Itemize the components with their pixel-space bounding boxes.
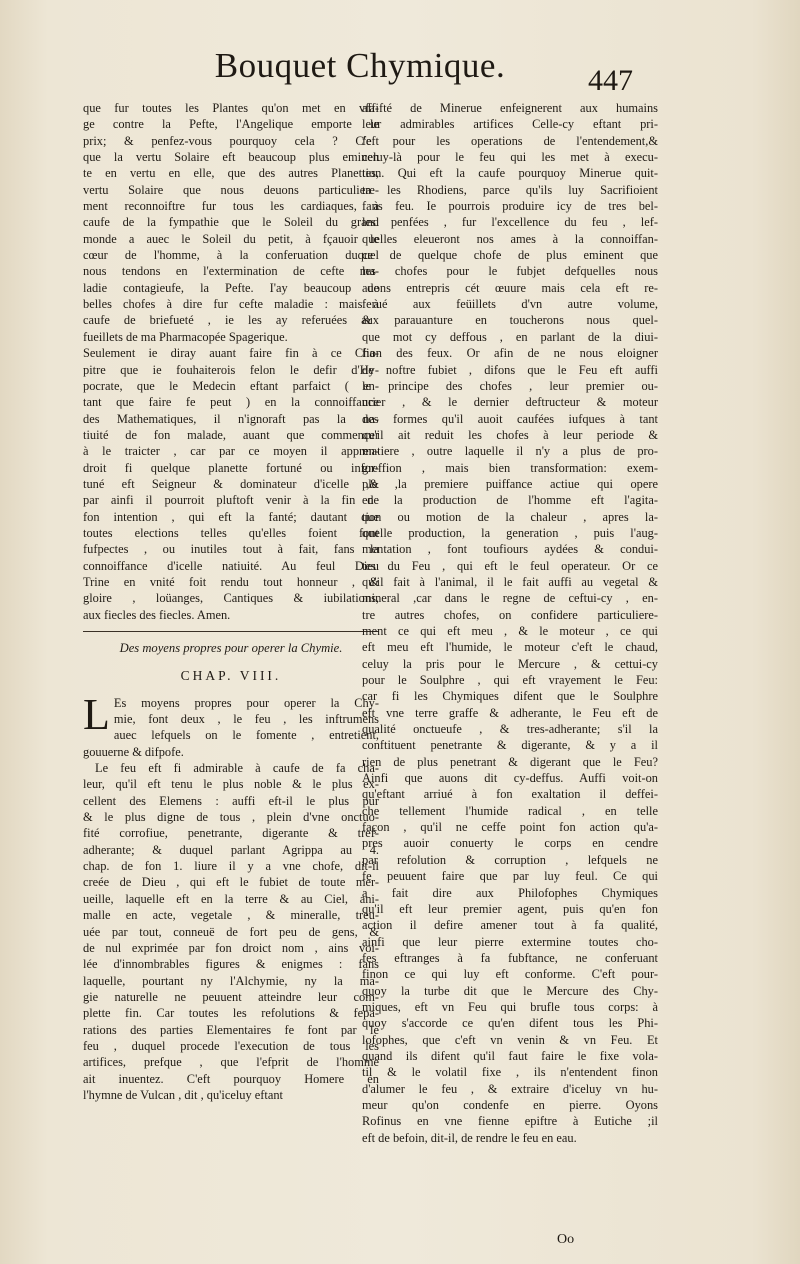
text-line: eft meu eft l'humide, le moteur c'eft le chaud, (362, 640, 658, 655)
text-line: quoy la turbe dit que le Mercure des Chy- (362, 983, 658, 998)
text-line: plette fin. Car toutes les refolutions & fepa- (83, 1006, 379, 1021)
text-line: belles chofes à dire fur cefte maladie : mais à (83, 297, 379, 312)
left-paragraph-fire (83, 689, 379, 1104)
text-line: fufpectes , ou inutiles tout à fait, fans la (83, 542, 379, 557)
text-line: artifices, prefque , que l'efprit de l'homme (83, 1055, 379, 1070)
text-line: ge contre la Pefte, l'Angelique emporte le (83, 117, 379, 132)
text-line: ueille, laquelle eft en la terre & au Ciel, ani- (83, 891, 379, 906)
text-line: tuné eft Seigneur & dominateur d'icelle ,& (83, 476, 379, 491)
text-line: fans feu. Ie pourrois produire icy de tres bel- (362, 199, 658, 214)
section-title: Des moyens propres pour operer la Chymie. (119, 641, 343, 655)
text-line: connoiffance d'icelle natiuité. Au feul Dieu (83, 558, 379, 573)
text-line: a fait dire aux Philofophes Chymiques (362, 885, 658, 900)
text-line: fité corrofiue, penetrante, digerante & tref- (83, 826, 379, 841)
text-line: fe pour les operations de l'entendement,& (362, 133, 658, 148)
text-line: que fur toutes les Plantes qu'on met en vfa- (83, 101, 379, 115)
text-line: celuy la pris pour le Mercure , & cettui-cy (362, 656, 658, 671)
text-line: car fi les Chymiques difent que le Soulphre (362, 689, 658, 704)
text-line: gloire , loüanges, Cantiques & iubilations, (83, 591, 379, 606)
text-line: cellent des Elemens : auffi eft-il le plus pur (83, 793, 379, 808)
text-line: leur admirables artifices Celle-cy eftant pri- (362, 117, 658, 132)
text-line: caufe de la fympathie que le Soleil du grand (83, 215, 379, 230)
text-line: pocrate, que le Medecin eftant parfaict ( en- (83, 378, 379, 393)
page-number: 447 (588, 64, 633, 97)
text-line: Trine en vnité foit rendu tout honneur , & (83, 574, 379, 589)
text-line: auec lefquels on le fomente , entretient, (113, 728, 379, 743)
text-line: affifté de Minerue enfeignerent aux humains (362, 101, 658, 115)
right-paragraph (362, 100, 658, 1146)
text-line: que la vertu Solaire eft beaucoup plus eminen (83, 150, 379, 165)
text-line: adherante; & duquel parlant Agrippa au 4. (83, 842, 379, 857)
text-line: des formes qu'il auoit caufées iufques à tant (362, 411, 658, 426)
text-line: droit fi quelque planette fortuné ou infor- (83, 460, 379, 475)
text-line: ce de quelque chofe de plus eminent que (362, 248, 658, 263)
text-line: tant que faire fe peut ) en la connoiffance (83, 395, 379, 410)
text-line: prix; & penfez-vous pourquoy cela ? C'eft (83, 133, 379, 148)
text-line: lofophes, que c'eft vn venin & vn Feu. Et (362, 1032, 658, 1047)
text-line: matiere , outre laquelle il n'y a plus de pro- (362, 444, 658, 459)
page-header (0, 42, 800, 102)
text-line: par refolution & corruption , lefquels ne (362, 852, 658, 867)
text-line: pour le Soulphre , qui eft vrayement le Feu: (362, 673, 658, 688)
section-divider (83, 631, 379, 632)
text-line: meur qu'on condenfe en pierre. Oyons (362, 1097, 658, 1112)
text-line: Le feu eft fi admirable à caufe de fa cha- (95, 761, 379, 776)
text-line: Seulement ie diray auant faire fin à ce Cha- (83, 346, 379, 361)
text-line: tre autres chofes, on confidere particuliere- (362, 607, 658, 622)
text-line: quand ils difent qu'il faut faire le fixe vola- (362, 1048, 658, 1063)
text-line: pitre que ie fouhaiterois felon le defir d'Hy- (83, 362, 379, 377)
text-line: que mot cy deffous , en parlant de la diui- (362, 329, 658, 344)
text-line: pres auoir conuerty le corps en cendre (362, 836, 658, 851)
text-line: ple ,la premiere puiffance actiue qui opere (362, 476, 658, 491)
text-line: de noftre fubiet , difons que le Feu eft auffi (362, 362, 658, 377)
text-line: monde a auec le Soleil du petit, à fçauoir le (83, 231, 379, 246)
text-line: greffion , mais bien transformation: exem- (362, 460, 658, 475)
text-line: gouuerne & difpofe. (83, 744, 184, 759)
text-line: tion ou motion de la chaleur , apres la- (362, 509, 658, 524)
text-line: te en vertu en elle, que des autres Planettes, (83, 166, 379, 181)
text-line: tes du Feu , qui eft le feul operateur. Or ce (362, 558, 658, 573)
text-line: qu'il ait reduit les chofes à leur periode & (362, 427, 658, 442)
text-line: par ainfi il pourroit pluftoft venir à la fin de (83, 493, 379, 508)
text-line: cœur de l'homme, à la conferuation duquel (83, 248, 379, 263)
catchword: Oo (557, 1232, 575, 1247)
text-line: qualité onctueufe , & tres-adherante; s'il la (362, 722, 658, 737)
text-line: quelle production, la generation , puis l'aug- (362, 525, 658, 540)
text-line: eft vne terre graffe & adherante, le Feu eft de (362, 705, 658, 720)
text-line: quelles eleueront nos ames à la connoiffan- (362, 231, 658, 246)
text-line: ladie contagieufe, la Pefte. I'ay beaucoup de (83, 280, 379, 295)
right-column (362, 100, 658, 1146)
text-line: chap. de fon 1. liure il y a vne chofe, dit-il (83, 859, 379, 874)
text-line: façon , qu'il ne ceffe point fon action qu'a- (362, 820, 658, 835)
text-line: ainfi que leur pierre extermine toutes cho- (362, 934, 658, 949)
text-line: des Mathematiques, il n'ignoraft pas la na- (83, 411, 379, 426)
text-line: en la production de l'homme eft l'agita- (362, 493, 658, 508)
text-line: Ainfi que auons dit cy-deffus. Auffi voit-on (362, 771, 658, 786)
text-line: nous tendons en l'extermination de cefte ma- (83, 264, 379, 279)
text-line: & le plus digne de tous , plein d'vne onctuo- (83, 810, 379, 825)
text-line: leur, qu'il eft tenu le plus noble & le plus ex- (83, 777, 379, 792)
text-line: uée par tout, conneuë de fort peu de gens, & (83, 924, 379, 939)
text-line: celuy-là pour le feu qui les met à execu- (362, 150, 658, 165)
text-line: tion. Qui eft la caufe pourquoy Minerue quit- (362, 166, 658, 181)
text-line: auons entrepris cét œuure mais cela eft re- (362, 280, 658, 295)
text-line: fion des feux. Or afin de ne nous eloigner (362, 346, 658, 361)
text-line: ait inuentez. C'eft pourquoy Homere en (83, 1071, 379, 1086)
text-line: fueillets de ma Pharmacopée Spagerique. (83, 329, 288, 344)
text-line: les chofes pour le fubjet defquelles nous (362, 264, 658, 279)
text-line: fes eftranges à fa fubftance, ne conferuant (362, 950, 658, 965)
text-line: vertu Solaire que nous deuons particuliere- (83, 182, 379, 197)
text-line: conftituent penetrante & digerante, & y a il (362, 738, 658, 753)
text-line: qu'il fait à l'animal, il le fait auffi au vegetal & (362, 574, 658, 589)
text-line: creée de Dieu , qui eft le fubiet de toute mer- (83, 875, 379, 890)
text-line: gie naturelle ne peuuent atteindre leur com- (83, 989, 379, 1004)
chapter-heading: CHAP. VIII. (180, 668, 282, 684)
left-paragraph-plague (83, 100, 379, 623)
text-line: mineral ,car dans le regne de ceftui-cy , en- (362, 591, 658, 606)
text-line: quoy s'accorde ce qu'en difent tous les Phi- (362, 1016, 658, 1031)
text-line: feu , duquel procede l'execution de tous les (83, 1038, 379, 1053)
text-line: Es moyens propres pour operer la Chy- (113, 695, 379, 710)
text-line: mie, font deux , le feu , les inftrumens (113, 712, 379, 727)
text-line: eft de befoin, dit-il, de rendre le feu en eau. (362, 1130, 577, 1145)
text-line: ferué aux feüillets d'vn autre volume, (362, 297, 658, 312)
text-line: de nul exprimée par fon droict nom , ains voi- (83, 940, 379, 955)
text-line: caufe de briefueté , ie les ay referuées aux (83, 313, 379, 328)
text-line: qu'eftant arriué à fon exaltation il deffei- (362, 787, 658, 802)
text-line: tiuité de fon malade, auant que commencer (83, 427, 379, 442)
text-line: mentation , font toufiours aydées & condui- (362, 542, 658, 557)
left-paragraph-fire-lines (83, 689, 379, 1104)
text-line: d'alumer le feu , & extraire d'iceluy vn hu- (362, 1081, 658, 1096)
text-line: toutes elections telles qu'elles foient font (83, 525, 379, 540)
text-line: finon ce qui luy eft conforme. C'eft pour- (362, 967, 658, 982)
text-line: Rofinus en vne fienne epiftre à Eutiche ;il (362, 1114, 658, 1129)
text-line: che tellement l'humide radical , en telle (362, 803, 658, 818)
text-line: l'hymne de Vulcan , dit , qu'iceluy eftant (83, 1087, 283, 1102)
text-line: miques, eft vn Feu qui brufle tous corps: à (362, 999, 658, 1014)
text-line: à le traicter , car par ce moyen il appren- (83, 444, 379, 459)
text-line: action il defire amener tout à fa qualité, (362, 918, 658, 933)
left-column (83, 100, 379, 1103)
text-line: lée d'innombrables figures & enigmes : fans (83, 957, 379, 972)
text-line: & parauanture en toucherons nous quel- (362, 313, 658, 328)
drop-cap-initial: L (83, 689, 110, 739)
running-head: Bouquet Chymique. (214, 46, 506, 85)
text-line: til & le volatil fixe , ils n'entendent finon (362, 1065, 658, 1080)
text-line: laquelle, pourtant ny l'Alchymie, ny la ma- (83, 973, 379, 988)
text-line: le principe des chofes , leur premier ou- (362, 378, 658, 393)
text-line: ment ce qui eft meu , & le moteur , ce qui (362, 624, 658, 638)
text-line: urier , & le dernier deftructeur & moteur (362, 395, 658, 410)
text-line: ment reconnoiftre fur tous les cardiaques, à (83, 199, 379, 214)
text-line: malle en acte, vegetale , & mineralle, treu- (83, 908, 379, 923)
text-line: rations des parties Elementaires fe font par le (83, 1022, 379, 1037)
text-line: qu'il eft leur premier agent, puis qu'en fon (362, 901, 658, 916)
text-line: les penfées , fur l'excellence du feu , lef- (362, 215, 658, 230)
text-line: ta les Rhodiens, parce qu'ils luy Sacrifioient (362, 182, 658, 197)
text-line: aux fiecles des fiecles. Amen. (83, 607, 231, 622)
text-line: rien de plus penetrant & digerant que le Feu? (362, 754, 658, 769)
text-line: fe peuuent faire que par luy feul. Ce qui (362, 869, 658, 884)
text-line: fon intention , qui eft la fanté; dautant que (83, 509, 379, 524)
